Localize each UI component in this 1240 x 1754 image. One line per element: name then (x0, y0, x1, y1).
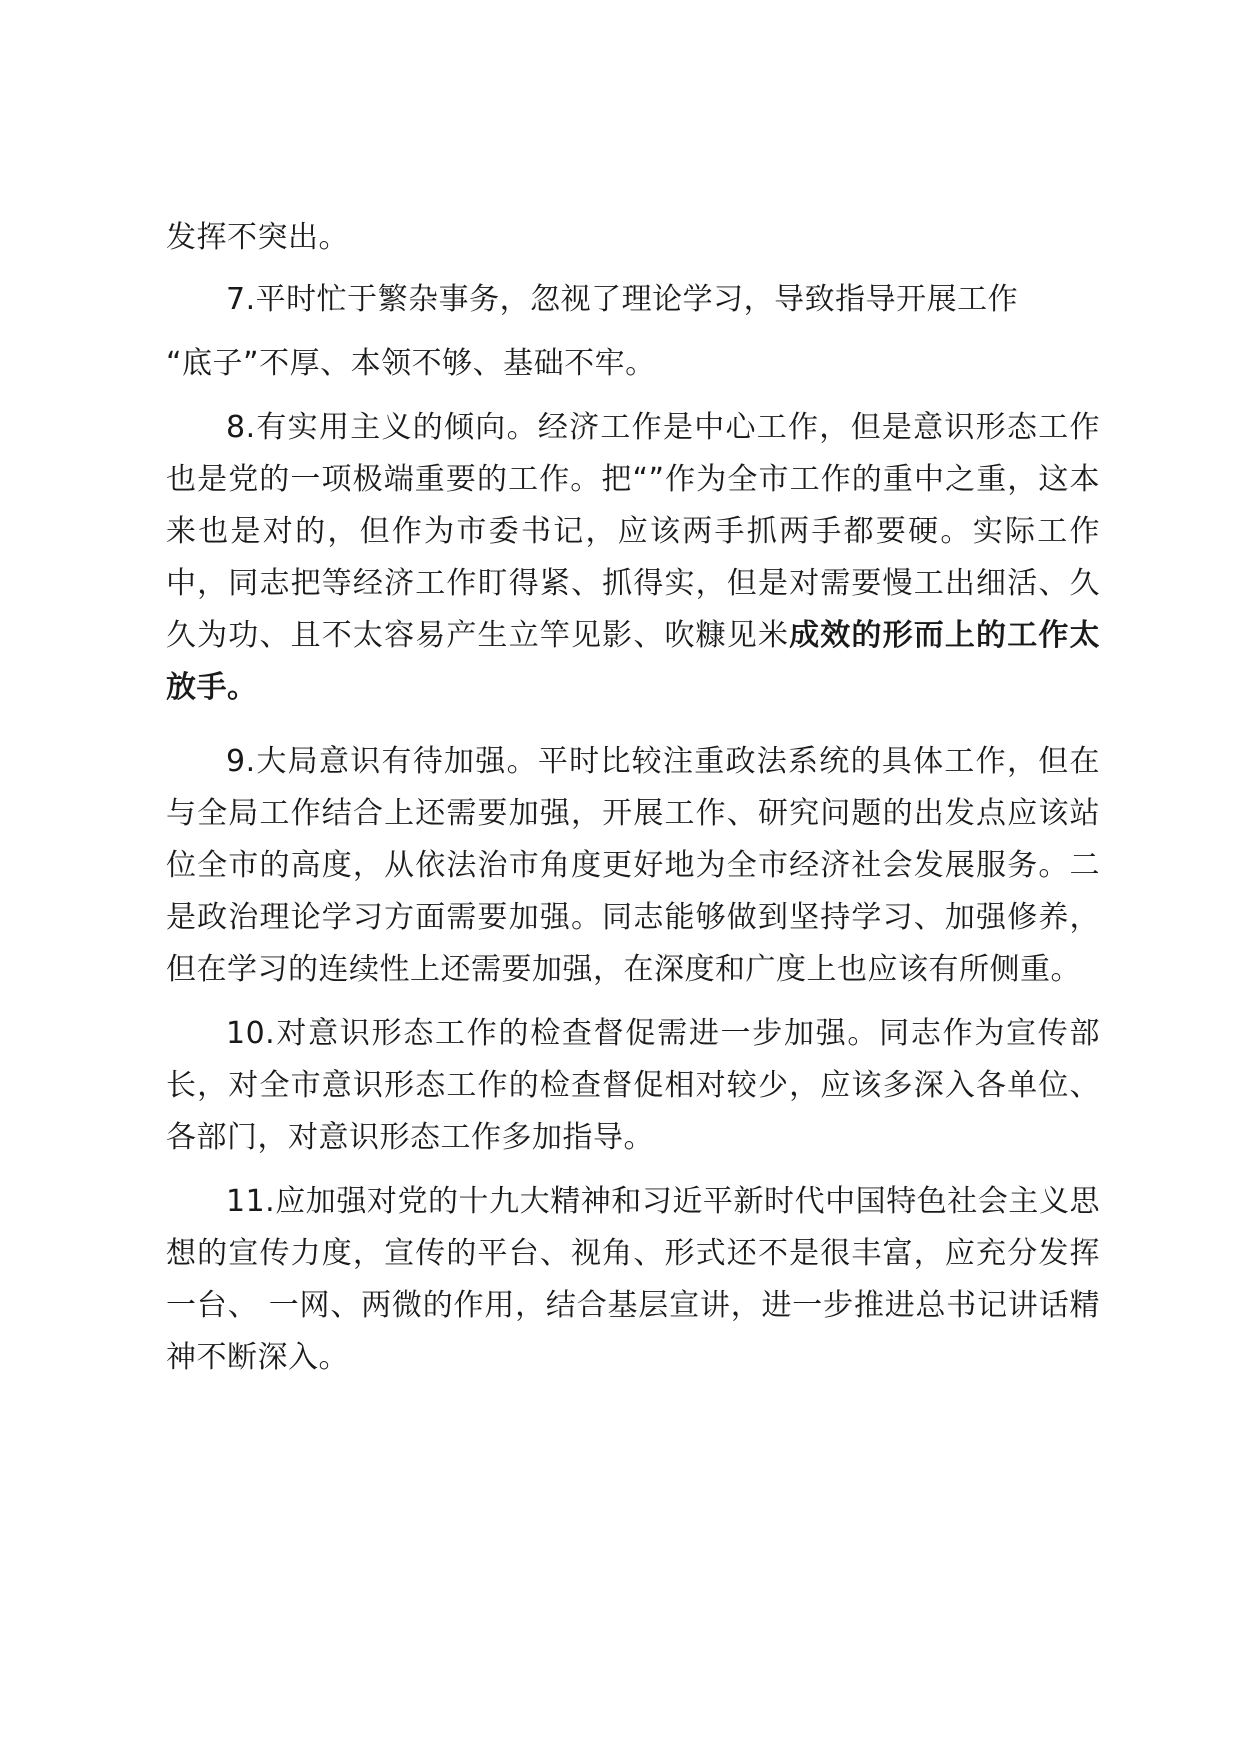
paragraph-8 (166, 402, 1100, 714)
paragraph-continuation (166, 212, 1100, 264)
paragraph-line: 7.平时忙于繁杂事务，忽视了理论学习，导致指导开展工作 (226, 282, 1019, 317)
paragraph-text: 发挥不突出。 (166, 220, 349, 255)
paragraph-11 (166, 1176, 1100, 1384)
paragraph-text: 11.应加强对党的十九大精神和习近平新时代中国特色社会主义思想的宣传力度，宣传的平台、视角、形式还不是很丰富，应充分发挥一台、 一网、两微的作用，结合基层宣讲，进一步推进总书记讲话精神不断深入。 (166, 1184, 1100, 1375)
paragraph-bold-text: 成效的形而上的工作太放手。 (166, 618, 1101, 705)
paragraph-7 (166, 274, 1100, 390)
paragraph-text: 9.大局意识有待加强。平时比较注重政法系统的具体工作，但在与全局工作结合上还需要加强，开展工作、研究问题的出发点应该站位全市的高度，从依法治市角度更好地为全市经济社会发展服务。二是政治理论学习方面需要加强。同志能够做到坚持学习、加强修养，但在学习的连续性上还需要加强，在深度和广度上也应该有所侧重。 (166, 744, 1100, 987)
paragraph-text: 10.对意识形态工作的检查督促需进一步加强。同志作为宣传部长，对全市意识形态工作的检查督促相对较少，应该多深入各单位、各部门，对意识形态工作多加指导。 (166, 1016, 1100, 1155)
paragraph-line: “底子”不厚、本领不够、基础不牢。 (166, 346, 656, 381)
body-text (166, 212, 1100, 1384)
paragraph-10 (166, 1008, 1100, 1164)
paragraph-text: 8.有实用主义的倾向。经济工作是中心工作，但是意识形态工作也是党的一项极端重要的工作。把“”作为全市工作的重中之重，这本来也是对的，但作为市委书记，应该两手抓两手都要硬。实际工作中，同志把等经济工作盯得紧、抓得实，但是对需要慢工出细活、久久为功、且不太容易产生立竿见影、吹糠见米 (166, 410, 1100, 653)
paragraph-9 (166, 736, 1100, 996)
